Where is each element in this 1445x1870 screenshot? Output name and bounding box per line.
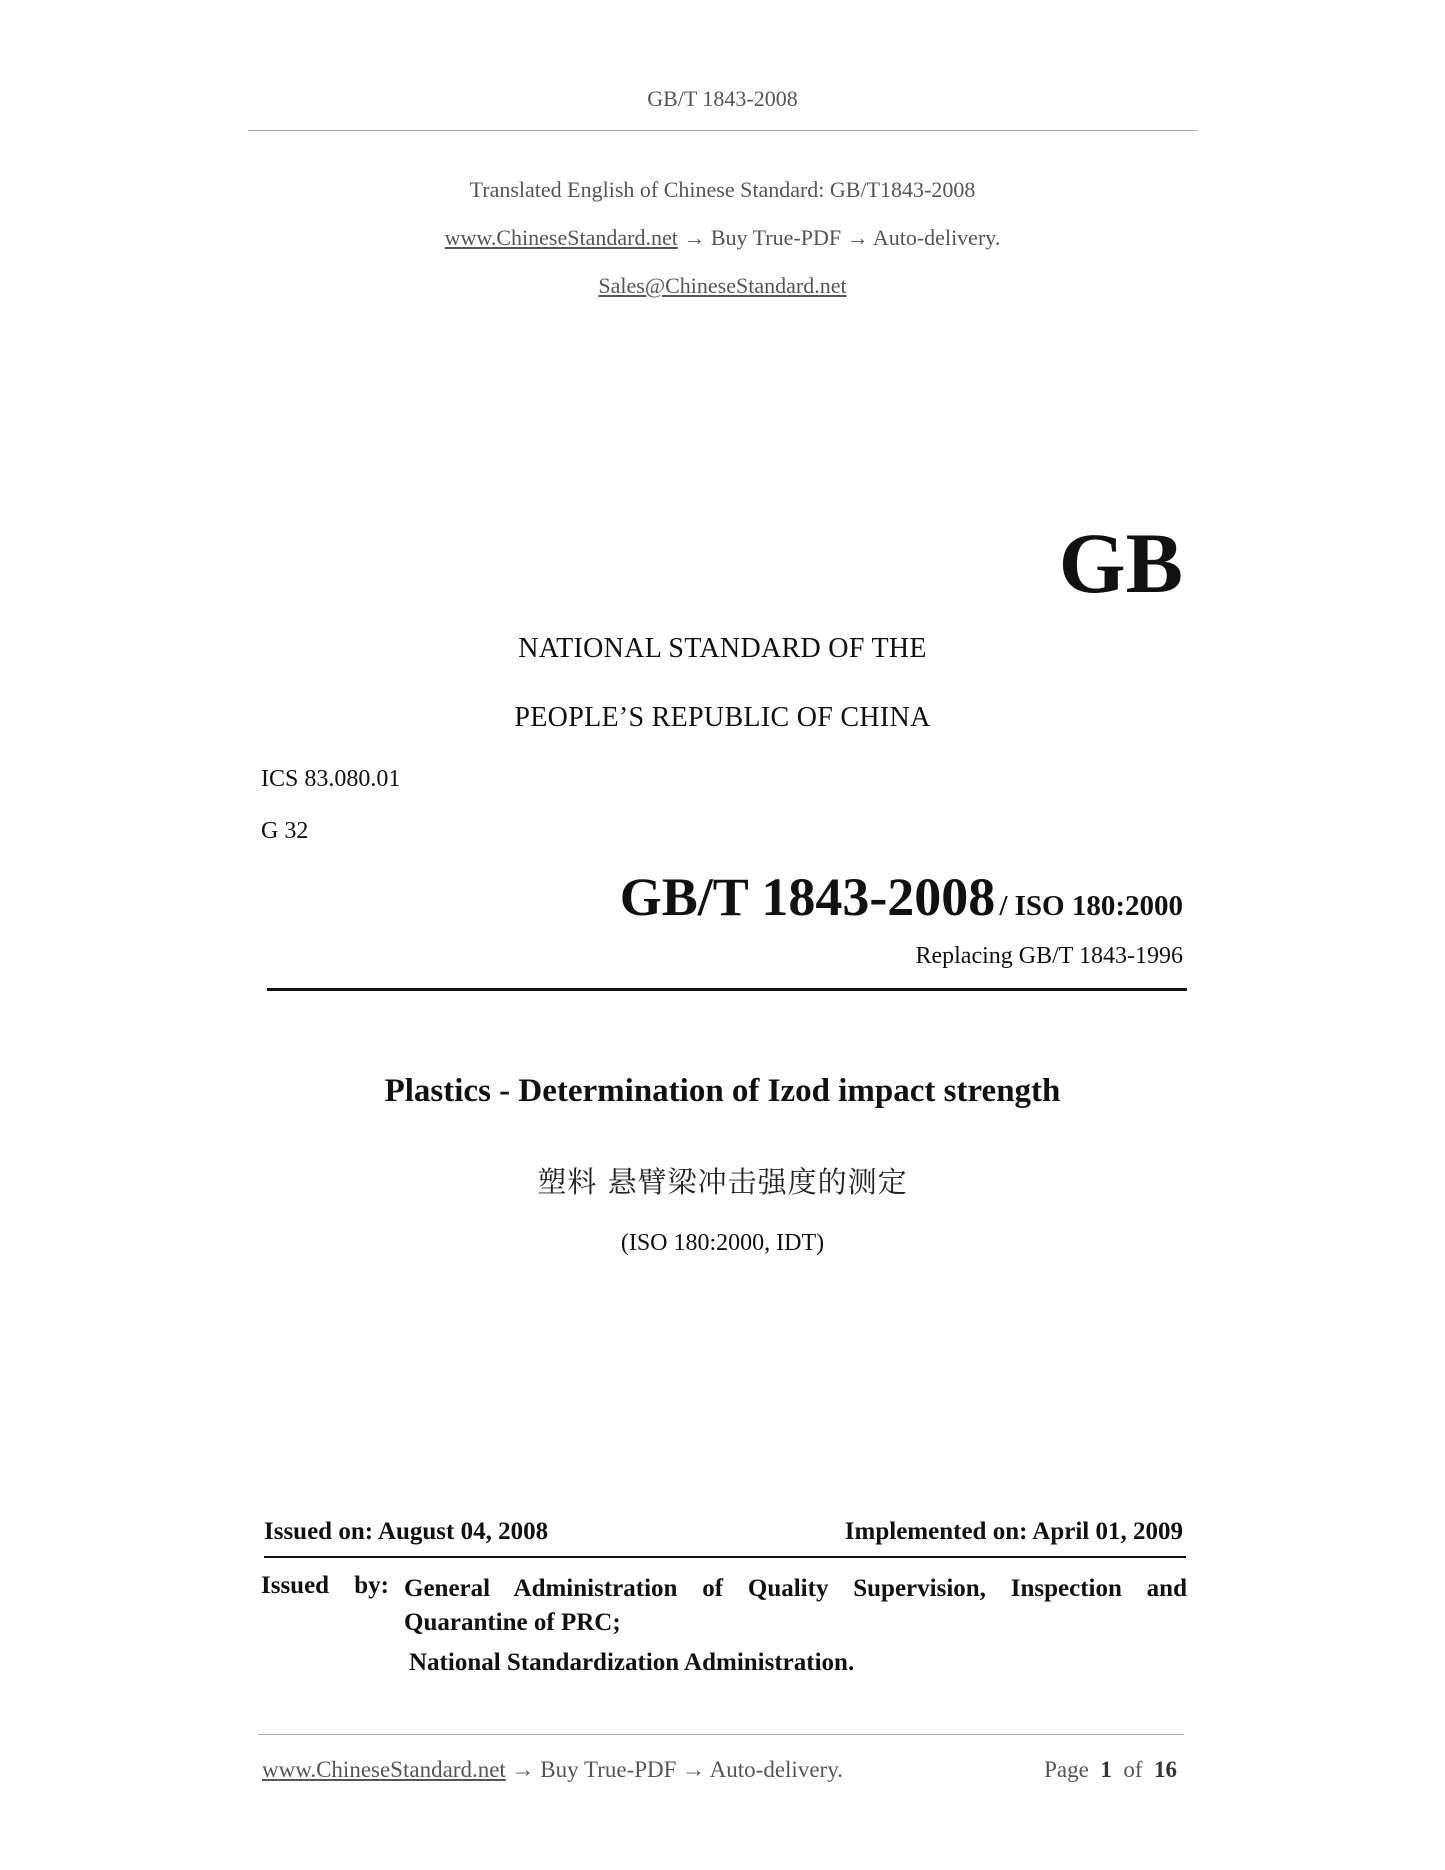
- standard-number: GB/T 1843-2008: [619, 867, 996, 927]
- iso-equivalent: / ISO 180:2000: [999, 890, 1183, 922]
- title-divider: [267, 988, 1187, 991]
- footer-website-link[interactable]: www.ChineseStandard.net: [262, 1757, 506, 1782]
- arrow-right-icon: →: [846, 225, 869, 250]
- ics-code: ICS 83.080.01: [261, 766, 401, 792]
- auto-delivery-text: Auto-delivery.: [872, 225, 1001, 250]
- sales-email-line: [0, 273, 1445, 299]
- issued-by-label: Issued by:: [261, 1572, 389, 1599]
- footer-divider: [258, 1734, 1184, 1735]
- ccs-code: G 32: [261, 818, 309, 844]
- issuance-divider: [264, 1556, 1186, 1558]
- running-header: GB/T 1843-2008: [647, 86, 798, 111]
- document-title-en: Plastics - Determination of Izod impact strength: [384, 1073, 1061, 1109]
- page-total: 16: [1154, 1757, 1177, 1782]
- issuer-1-line2: Quarantine of PRC;: [404, 1609, 621, 1636]
- of-label: of: [1123, 1757, 1143, 1782]
- gb-logo-mark: GB: [1058, 515, 1183, 611]
- issuer-1-line1: General Administration of Quality Supervision, Inspection and: [404, 1575, 1187, 1602]
- page-label: Page: [1044, 1757, 1089, 1782]
- implemented-on-date: Implemented on: April 01, 2009: [844, 1518, 1183, 1545]
- translation-notice: Translated English of Chinese Standard: GB/T1843-2008: [469, 177, 976, 202]
- footer-promo: [262, 1757, 843, 1783]
- promo-links-line: [0, 225, 1445, 251]
- footer-buy-text: Buy True-PDF: [540, 1757, 677, 1782]
- national-standard-line2: PEOPLE’S REPUBLIC OF CHINA: [514, 702, 931, 733]
- issued-on-date: Issued on: August 04, 2008: [264, 1518, 549, 1545]
- document-title-cn: 塑料 悬臂梁冲击强度的测定: [537, 1165, 908, 1199]
- footer-delivery-text: Auto-delivery.: [709, 1757, 843, 1782]
- arrow-right-icon: →: [511, 1757, 535, 1782]
- website-link[interactable]: www.ChineseStandard.net: [444, 225, 678, 250]
- replacing-note: Replacing GB/T 1843-1996: [915, 943, 1183, 969]
- header-divider: [248, 130, 1198, 131]
- page-current: 1: [1100, 1757, 1112, 1782]
- sales-email-link[interactable]: Sales@ChineseStandard.net: [598, 273, 847, 298]
- iso-equivalence: (ISO 180:2000, IDT): [620, 1230, 825, 1256]
- arrow-right-icon: →: [683, 225, 706, 250]
- page-indicator: [1044, 1757, 1177, 1783]
- arrow-right-icon: →: [682, 1757, 706, 1782]
- issuer-2: National Standardization Administration.: [409, 1649, 855, 1676]
- national-standard-line1: NATIONAL STANDARD OF THE: [518, 633, 927, 664]
- standard-number-block: [620, 866, 1183, 928]
- buy-pdf-text: Buy True-PDF: [710, 225, 842, 250]
